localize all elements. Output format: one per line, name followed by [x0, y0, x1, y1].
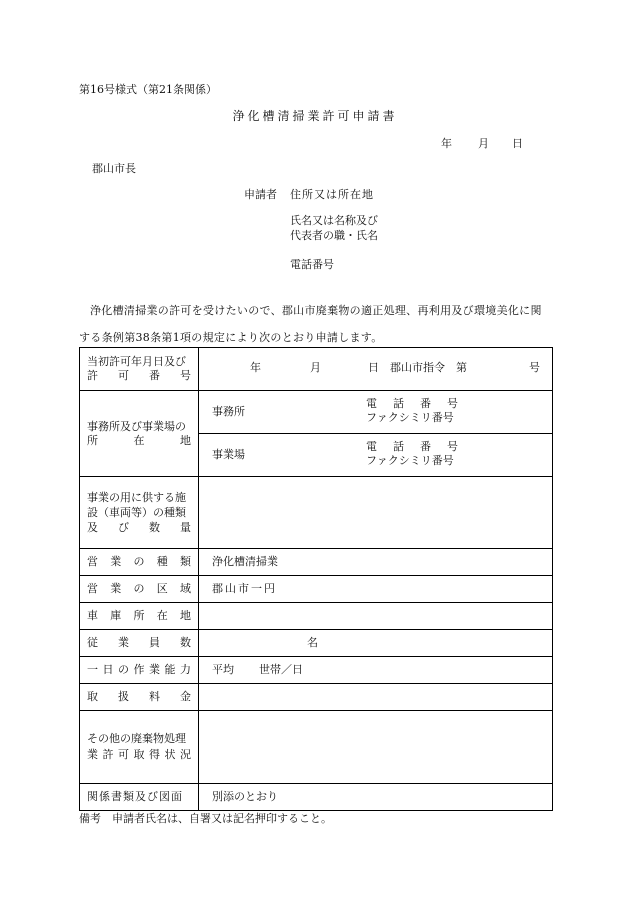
- char: 所: [87, 433, 98, 447]
- remarks-note: 備考 申請者氏名は、自署又は記名押印すること。: [79, 812, 332, 825]
- char: 許: [102, 748, 114, 761]
- applicant-address-label: 住所又は所在地: [290, 188, 374, 201]
- document-title: 浄化槽清掃業許可申請書: [232, 109, 398, 123]
- char: 及: [87, 521, 98, 534]
- char: 業: [149, 663, 160, 676]
- row-business-area: [80, 576, 553, 603]
- char: 作: [133, 663, 145, 676]
- value-office[interactable]: [199, 391, 553, 434]
- char: 類: [180, 555, 191, 568]
- char: 地: [180, 433, 191, 447]
- char: 日: [102, 663, 114, 676]
- addressee: 郡山市長: [92, 162, 136, 175]
- label-line: 事務所及び事業場の: [87, 419, 186, 433]
- char: 可: [118, 369, 129, 382]
- char: の: [118, 663, 129, 676]
- permit-go: 号: [529, 361, 540, 374]
- row-daily-capacity: [80, 657, 553, 684]
- label-business-type: [80, 549, 199, 576]
- char: 話: [393, 440, 404, 453]
- date-year: 年: [441, 137, 452, 150]
- char: 番: [420, 440, 431, 453]
- applicant-name-line1: 氏名又は名称及び: [290, 214, 378, 227]
- char: 況: [180, 748, 191, 761]
- label-line-justified: [87, 520, 191, 535]
- char: 業: [110, 582, 122, 595]
- char: 能: [164, 663, 176, 676]
- char: 番: [420, 397, 431, 410]
- label-location: [80, 391, 199, 477]
- char: 可: [118, 748, 129, 761]
- value-facilities[interactable]: [199, 477, 553, 549]
- label-initial-permit: [80, 348, 199, 391]
- char: の: [133, 582, 145, 595]
- char: 業: [118, 636, 129, 649]
- label-other-permits: [80, 711, 199, 784]
- value-fees[interactable]: [199, 684, 553, 711]
- label-line: その他の廃棄物処理: [87, 732, 186, 745]
- office-label: 事務所: [212, 405, 245, 418]
- char: 号: [447, 397, 458, 410]
- char: 在: [133, 433, 145, 447]
- value-garage[interactable]: [199, 603, 553, 630]
- capacity-avg: 平均: [212, 663, 234, 676]
- char: 地: [180, 609, 191, 622]
- char: 番: [149, 369, 160, 382]
- site-contact: [366, 440, 458, 468]
- value-business-area[interactable]: [199, 576, 553, 603]
- char: 話: [393, 397, 404, 410]
- char: 在: [156, 609, 168, 622]
- char: 庫: [110, 609, 122, 622]
- char: 許: [87, 369, 98, 382]
- application-table: [79, 347, 553, 811]
- char: 状: [164, 748, 176, 761]
- char: の: [133, 555, 145, 568]
- label-garage: [80, 603, 199, 630]
- char: 所: [133, 609, 145, 622]
- char: 取: [87, 690, 98, 703]
- permit-month: 月: [310, 361, 321, 374]
- row-initial-permit: [80, 348, 553, 391]
- label-fees: [80, 684, 199, 711]
- label-daily-capacity: [80, 657, 199, 684]
- label-line: 当初許可年月日及び: [87, 355, 186, 368]
- tel-label: [366, 440, 458, 454]
- date-day: 日: [512, 137, 523, 150]
- tel-label: [366, 397, 458, 411]
- char: 営: [87, 555, 98, 568]
- char: 電: [366, 440, 377, 453]
- label-line: 設（車両等）の種類: [87, 506, 186, 519]
- employees-unit: 名: [307, 636, 318, 649]
- documents-text: 別添のとおり: [212, 790, 278, 803]
- char: 号: [447, 440, 458, 453]
- char: 量: [180, 521, 191, 534]
- row-documents: [80, 784, 553, 811]
- label-facilities: [80, 477, 199, 549]
- business-area-text: 郡山市一円: [212, 582, 277, 595]
- site-label: 事業場: [212, 448, 245, 461]
- row-garage: [80, 603, 553, 630]
- capacity-unit: 世帯／日: [259, 663, 303, 676]
- row-fees: [80, 684, 553, 711]
- char: 数: [149, 521, 160, 534]
- char: 一: [87, 663, 98, 676]
- value-daily-capacity[interactable]: [199, 657, 553, 684]
- row-other-permits: [80, 711, 553, 784]
- row-employees: [80, 630, 553, 657]
- char: 金: [180, 690, 191, 703]
- application-statement: 浄化槽清掃業の許可を受けたいので、郡山市廃棄物の適正処理、再利用及び環境美化に関する条例第38条第1項の規定により次のとおり申請します。: [79, 304, 542, 344]
- office-contact: [366, 397, 458, 425]
- char: 営: [87, 582, 98, 595]
- label-line-justified: [87, 434, 191, 448]
- char: 取: [133, 748, 145, 761]
- value-other-permits[interactable]: [199, 711, 553, 784]
- label-line-justified: [87, 369, 191, 383]
- permit-year: 年: [250, 361, 261, 374]
- label-line-justified: [87, 747, 191, 763]
- value-documents[interactable]: [199, 784, 553, 811]
- row-facilities: [80, 477, 553, 549]
- applicant-label: 申請者: [244, 188, 277, 201]
- char: 従: [87, 636, 98, 649]
- char: 得: [149, 748, 160, 761]
- value-employees[interactable]: [199, 630, 553, 657]
- fax-label: ファクシミリ番号: [366, 411, 454, 424]
- label-documents: 関係書類及び図面: [80, 784, 199, 811]
- form-number: 第16号様式（第21条関係）: [79, 83, 217, 96]
- char: 扱: [118, 690, 129, 703]
- label-employees: [80, 630, 199, 657]
- char: 業: [87, 748, 98, 761]
- row-business-type: [80, 549, 553, 576]
- applicant-name-line2: 代表者の職・氏名: [290, 229, 378, 242]
- applicant-phone-label: 電話番号: [290, 258, 334, 271]
- value-initial-permit[interactable]: [199, 348, 553, 391]
- label-business-area: [80, 576, 199, 603]
- char: 力: [180, 663, 191, 676]
- char: 電: [366, 397, 377, 410]
- char: 員: [149, 636, 160, 649]
- char: 車: [87, 609, 98, 622]
- applicant-name-label: [290, 213, 450, 243]
- char: 区: [156, 582, 168, 595]
- char: 域: [180, 582, 191, 595]
- date-month: 月: [478, 137, 489, 150]
- char: 業: [110, 555, 122, 568]
- char: 種: [156, 555, 168, 568]
- value-site[interactable]: [199, 434, 553, 477]
- char: 号: [180, 369, 191, 382]
- char: 数: [180, 636, 191, 649]
- value-business-type[interactable]: [199, 549, 553, 576]
- fax-label: ファクシミリ番号: [366, 454, 454, 467]
- business-type-text: 浄化槽清掃業: [212, 555, 278, 568]
- char: 料: [149, 690, 160, 703]
- permit-day-city: 日 郡山市指令 第: [368, 361, 467, 374]
- char: び: [118, 521, 129, 534]
- row-office: [80, 391, 553, 434]
- label-line: 事業の用に供する施: [87, 491, 186, 504]
